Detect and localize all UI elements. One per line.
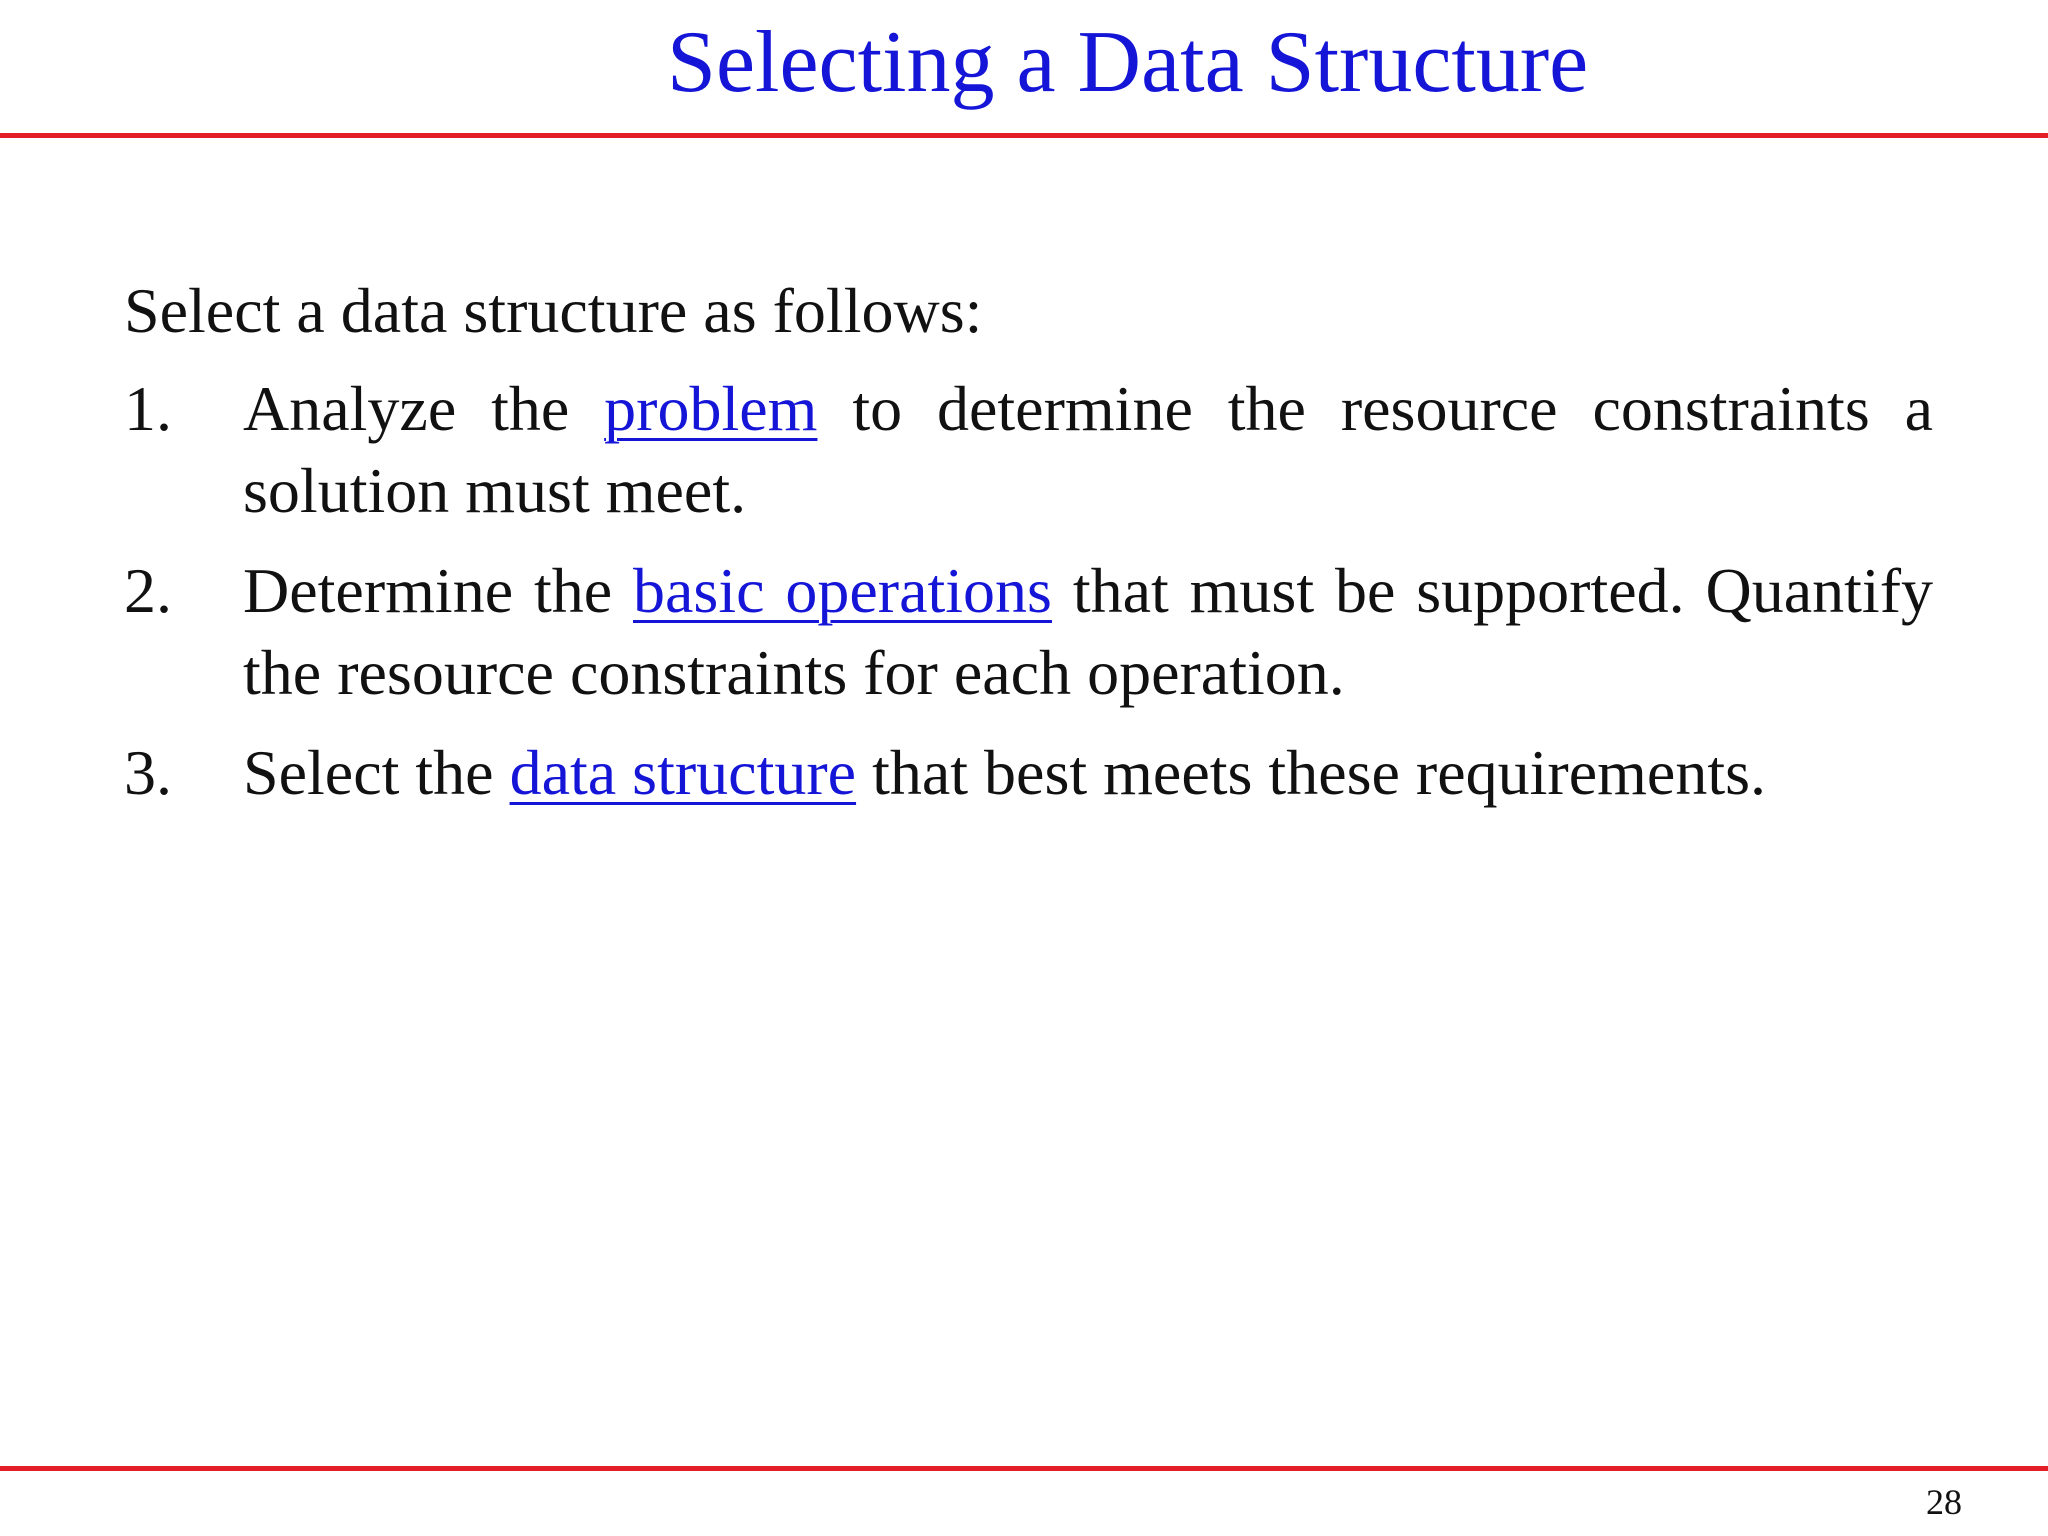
step-text-before: Analyze the (243, 373, 605, 444)
step-item-3 (124, 732, 1924, 814)
step-text-after: that must be supported. Quantify the resource constraints for each operation. (243, 555, 1933, 708)
bottom-divider (0, 1466, 2048, 1471)
problem-link[interactable]: problem (604, 373, 818, 444)
step-item-2 (124, 550, 1933, 714)
intro-text: Select a data structure as follows: (124, 275, 983, 346)
data-structure-link[interactable]: data structure (509, 737, 857, 808)
slide-content (124, 270, 1934, 832)
step-text-before: Select the (243, 737, 510, 808)
page-number: 28 (1926, 1482, 1962, 1522)
slide-title: Selecting a Data Structure (667, 14, 1589, 111)
top-divider (0, 133, 2048, 138)
step-text (243, 732, 2043, 814)
step-text-after: to determine the resource constraints a solution must meet. (243, 373, 1934, 526)
step-text (243, 550, 2043, 714)
step-number: 3. (124, 737, 172, 808)
step-number: 2. (124, 555, 172, 626)
step-text-before: Determine the (243, 555, 633, 626)
step-number: 1. (124, 373, 172, 444)
step-list (124, 368, 1934, 814)
step-text (243, 368, 2043, 532)
step-text-after: that best meets these requirements. (856, 737, 1766, 808)
basic-operations-link[interactable]: basic operations (633, 555, 1052, 626)
step-item-1 (124, 368, 1934, 532)
